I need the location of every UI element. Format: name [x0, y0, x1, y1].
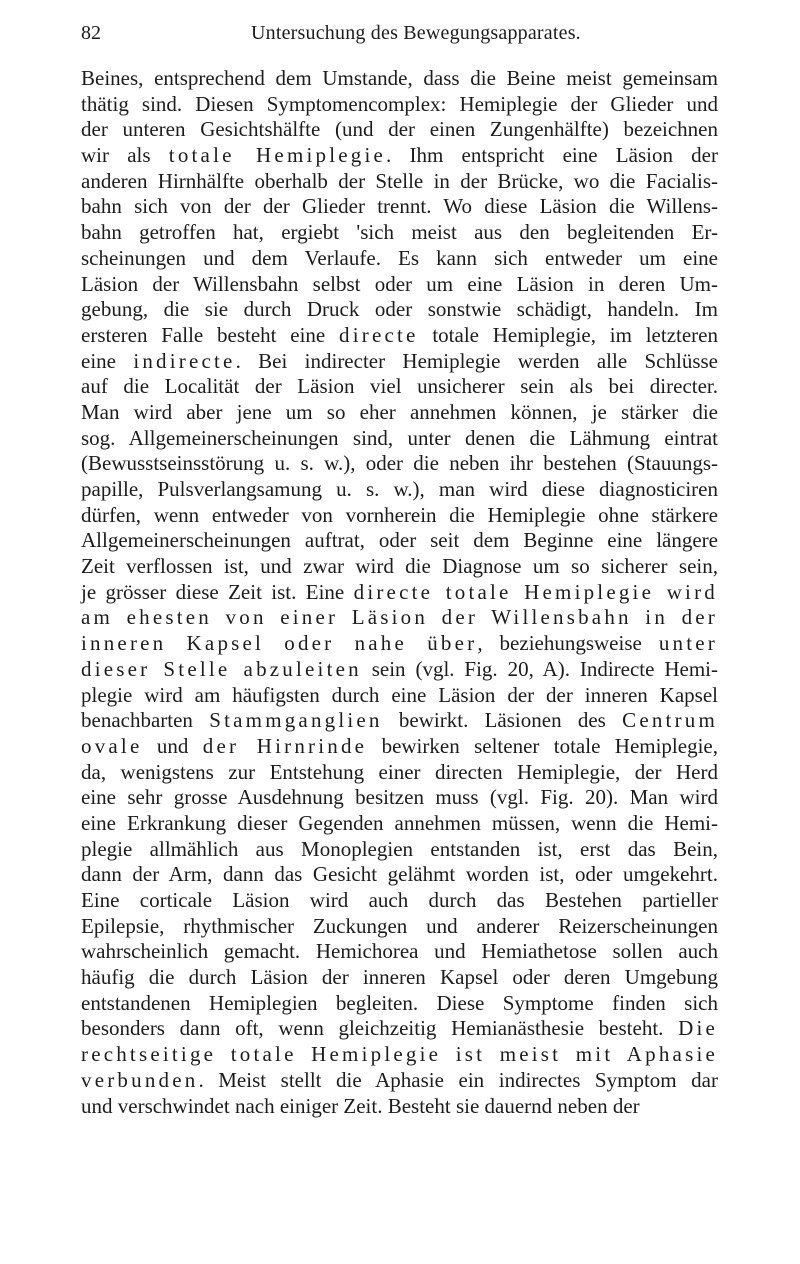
- page-number: 82: [81, 22, 101, 44]
- text-line: [81, 1068, 718, 1094]
- text-line: [81, 734, 718, 760]
- spaced-emphasis: unter: [658, 631, 718, 656]
- text-run: eine Erkrankung dieser Gegenden annehmen müssen, wenn die Hemi-: [81, 810, 718, 835]
- text-line: [81, 426, 718, 452]
- text-run: besonders dann oft, wenn gleichzeitig Hemianästhesie besteht.: [81, 1016, 679, 1041]
- text-line: [81, 117, 718, 143]
- text-run: bewirkt. Läsionen des: [382, 708, 623, 733]
- body-text: [81, 66, 718, 1119]
- text-run: bahn getroffen hat, ergiebt 'sich meist aus den begleitenden Er-: [81, 220, 718, 245]
- text-line: [81, 708, 718, 734]
- text-run: scheinungen und dem Verlaufe. Es kann sich entweder um eine: [81, 245, 718, 270]
- text-line: [81, 503, 718, 529]
- text-line: [81, 554, 718, 580]
- text-line: [81, 965, 718, 991]
- text-line: [81, 631, 718, 657]
- text-run: . Ihm entspricht eine Läsion der: [386, 143, 718, 168]
- text-run: . Bei indirecter Hemiplegie werden alle Schlüsse: [235, 348, 718, 373]
- text-run: wahrscheinlich gemacht. Hemichorea und Hemiathetose sollen auch: [81, 939, 718, 964]
- text-line: [81, 143, 718, 169]
- text-line: [81, 605, 718, 631]
- text-run: , beziehungsweise: [477, 631, 659, 656]
- running-head: Untersuchung des Bewegungsapparates.: [251, 22, 581, 44]
- spaced-emphasis: Centrum: [622, 708, 718, 733]
- text-run: entstandenen Hemiplegien begleiten. Diese Symptome finden sich: [81, 990, 718, 1015]
- text-line: [81, 169, 718, 195]
- text-line: [81, 272, 718, 298]
- text-run: Eine corticale Läsion wird auch durch das Bestehen partieller: [81, 888, 718, 912]
- text-line: [81, 1042, 718, 1068]
- text-line: [81, 580, 718, 606]
- text-run: bewirken seltener totale Hemiplegie,: [367, 733, 718, 758]
- text-line: [81, 246, 718, 272]
- page-header: [81, 22, 716, 54]
- text-line: [81, 811, 718, 837]
- text-line: [81, 837, 718, 863]
- spaced-emphasis: Stammganglien: [209, 708, 383, 733]
- spaced-emphasis: am ehesten von einer Läsion der Willensbahn in der: [81, 605, 718, 630]
- text-line: [81, 939, 718, 965]
- spaced-emphasis: rechtseitige totale Hemiplegie ist meist mit Aphasie: [81, 1042, 718, 1067]
- text-run: papille, Pulsverlangsamung u. s. w.), man wird diese diagnosticiren: [81, 477, 718, 501]
- text-run: sog. Allgemeinerscheinungen sind, unter denen die Lähmung eintrat: [81, 425, 718, 450]
- text-run: wir als: [81, 143, 169, 168]
- text-line: [81, 194, 718, 220]
- text-run: plegie wird am häufigsten durch eine Läsion der der inneren Kapsel: [81, 682, 718, 707]
- text-run: Allgemeinerscheinungen auftrat, oder seit dem Beginne eine längere: [81, 528, 718, 553]
- spaced-emphasis: verbunden: [81, 1067, 199, 1092]
- text-line: [81, 349, 718, 375]
- text-run: ersteren Falle besteht eine: [81, 322, 340, 347]
- text-run: dürfen, wenn entweder von vornherein die Hemiplegie ohne stärkere: [81, 502, 718, 527]
- text-line: [81, 1094, 718, 1120]
- text-line: [81, 888, 718, 914]
- text-run: und: [142, 733, 203, 758]
- text-line: [81, 400, 718, 426]
- text-run: dann der Arm, dann das Gesicht gelähmt worden ist, oder umgekehrt.: [81, 862, 718, 887]
- spaced-emphasis: inneren Kapsel oder nahe über: [81, 631, 478, 656]
- text-line: [81, 1016, 718, 1042]
- text-line: [81, 66, 718, 92]
- spaced-emphasis: directe: [339, 322, 419, 347]
- spaced-emphasis: directe totale Hemiplegie wird: [353, 579, 718, 604]
- text-run: eine sehr grosse Ausdehnung besitzen muss (vgl. Fig. 20). Man wird: [81, 785, 718, 810]
- text-run: da, wenigstens zur Entstehung einer directen Hemiplegie, der Herd: [81, 759, 718, 784]
- text-line: [81, 92, 718, 118]
- spaced-emphasis: Die: [678, 1016, 718, 1041]
- text-line: [81, 451, 718, 477]
- text-line: [81, 862, 718, 888]
- text-run: . Meist stellt die Aphasie ein indirectes Symptom dar: [198, 1067, 718, 1092]
- text-run: eine: [81, 348, 134, 373]
- text-run: anderen Hirnhälfte oberhalb der Stelle in der Brücke, wo die Facialis-: [81, 168, 718, 193]
- text-line: [81, 760, 718, 786]
- text-run: je grösser diese Zeit ist. Eine: [81, 579, 354, 604]
- spaced-emphasis: ovale: [81, 733, 143, 758]
- text-line: [81, 914, 718, 940]
- text-run: benachbarten: [81, 708, 210, 733]
- text-run: bahn sich von der der Glieder trennt. Wo diese Läsion die Willens-: [81, 194, 718, 219]
- text-line: [81, 374, 718, 400]
- text-run: thätig sind. Diesen Symptomencomplex: Hemiplegie der Glieder und: [81, 91, 718, 116]
- text-run: und verschwindet nach einiger Zeit. Besteht sie dauernd neben der: [81, 1093, 640, 1118]
- text-line: [81, 297, 718, 323]
- text-run: Zeit verflossen ist, und zwar wird die Diagnose um so sicherer sein,: [81, 554, 718, 579]
- text-run: Läsion der Willensbahn selbst oder um eine Läsion in deren Um-: [81, 271, 718, 296]
- text-run: gebung, die sie durch Druck oder sonstwie schädigt, handeln. Im: [81, 297, 718, 322]
- text-run: plegie allmählich aus Monoplegien entstanden ist, erst das Bein,: [81, 836, 718, 861]
- text-line: [81, 991, 718, 1017]
- text-line: [81, 220, 718, 246]
- text-run: Beines, entsprechend dem Umstande, dass die Beine meist gemeinsam: [81, 66, 718, 90]
- text-line: [81, 657, 718, 683]
- text-run: sein (vgl. Fig. 20, A). Indirecte Hemi-: [361, 656, 719, 681]
- text-line: [81, 785, 718, 811]
- text-run: häufig die durch Läsion der inneren Kapsel oder deren Umgebung: [81, 965, 718, 990]
- text-line: [81, 528, 718, 554]
- spaced-emphasis: der Hirnrinde: [202, 733, 368, 758]
- text-run: totale Hemiplegie, im letzteren: [418, 322, 718, 347]
- text-run: Epilepsie, rhythmischer Zuckungen und anderer Reizerscheinungen: [81, 913, 718, 938]
- spaced-emphasis: totale Hemiplegie: [168, 143, 387, 168]
- text-run: der unteren Gesichtshälfte (und der einen Zungenhälfte) bezeichnen: [81, 117, 718, 142]
- text-run: auf die Localität der Läsion viel unsicherer sein als bei directer.: [81, 374, 718, 399]
- text-line: [81, 683, 718, 709]
- text-run: Man wird aber jene um so eher annehmen können, je stärker die: [81, 399, 718, 424]
- text-line: [81, 477, 718, 503]
- text-run: (Bewusstseinsstörung u. s. w.), oder die neben ihr bestehen (Stauungs-: [81, 451, 718, 476]
- text-line: [81, 323, 718, 349]
- spaced-emphasis: dieser Stelle abzuleiten: [81, 656, 362, 681]
- spaced-emphasis: indirecte: [133, 348, 236, 373]
